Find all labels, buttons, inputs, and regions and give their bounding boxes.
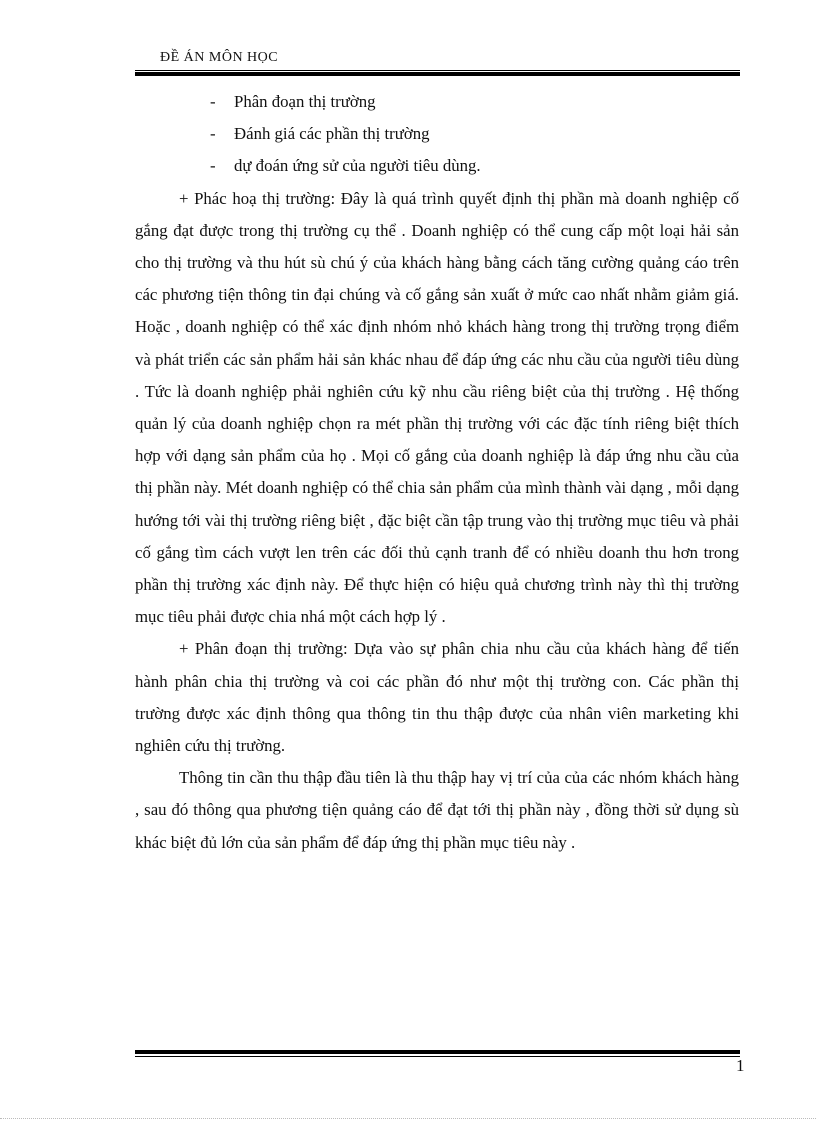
paragraph-market-segmentation: + Phân đoạn thị trường: Dựa vào sự phân chia nhu cầu của khách hàng để tiến hành phân chia thị trường và coi các phần đó như một thị trường con. Các phần thị trường được xác định thông qua thông tin thu thập được của nhân viên marketing khi nghiên cứu thị trường. [135, 639, 739, 756]
bullet-text: dự đoán ứng sử của người tiêu dùng. [234, 156, 481, 176]
page-number: 1 [736, 1056, 745, 1075]
header-title: ĐỀ ÁN MÔN HỌC [160, 50, 279, 65]
bullet-item [135, 118, 739, 150]
bullet-item [135, 150, 739, 182]
header-rule-thin [135, 70, 740, 71]
document-body [135, 86, 739, 859]
footer-rule-thick [135, 1050, 740, 1054]
page-footer [135, 1050, 740, 1057]
bullet-dash: - [210, 124, 216, 144]
paragraph-market-sketch: + Phác hoạ thị trường: Đây là quá trình quyết định thị phần mà doanh nghiệp cố gắng đạt được trong thị trường cụ thể . Doanh nghiệp có thể cung cấp một loại hải sản cho thị trường và thu hút sù chú ý của khách hàng bằng cách tăng cường quảng cáo trên các phương tiện thông tin đại chúng và cố gắng sản xuất ở mức cao nhất nhằm giảm giá. Hoặc , doanh nghiệp có thể xác định nhóm nhỏ khách hàng trong thị trường trọng điểm và phát triển các sản phẩm hải sản khác nhau để đáp ứng các nhu cầu của người tiêu dùng . Tức là doanh nghiệp phải nghiên cứu kỹ nhu cầu riêng biệt của thị trường . Hệ thống quản lý của doanh nghiệp chọn ra mét phần thị trường với các đặc tính riêng biệt thích hợp với dạng sản phẩm của họ . Mọi cố gắng của doanh nghiệp là đáp ứng nhu cầu của thị phần này. Mét doanh nghiệp có thể chia sản phẩm của mình thành vài dạng , mỗi dạng hướng tới vài thị trường riêng biệt , đặc biệt cần tập trung vào thị trường mục tiêu và phải cố gắng tìm cách vượt len trên các đối thủ cạnh tranh để có nhiều doanh thu hơn trong phần thị trường xác định này. Để thực hiện có hiệu quả chương trình này thì thị trường mục tiêu phải được chia nhá một cách hợp lý . [135, 188, 739, 627]
bullet-dash: - [210, 92, 216, 111]
bullet-text: Phân đoạn thị trường [234, 92, 376, 111]
footer-rule-thin [135, 1056, 740, 1057]
bullet-text: Đánh giá các phần thị trường [234, 124, 430, 144]
page-bottom-dotted-line [0, 1118, 816, 1119]
bullet-item [135, 86, 739, 118]
bullet-dash: - [210, 156, 216, 176]
page-header [135, 47, 740, 76]
paragraph-information: Thông tin cần thu thập đầu tiên là thu thập hay vị trí của của các nhóm khách hàng , sau đó thông qua phương tiện quảng cáo để đạt tới thị phần này , đồng thời sử dụng sù khác biệt đủ lớn của sản phẩm để đáp ứng thị phần mục tiêu này . [135, 768, 739, 852]
header-rule-thick [135, 72, 740, 76]
